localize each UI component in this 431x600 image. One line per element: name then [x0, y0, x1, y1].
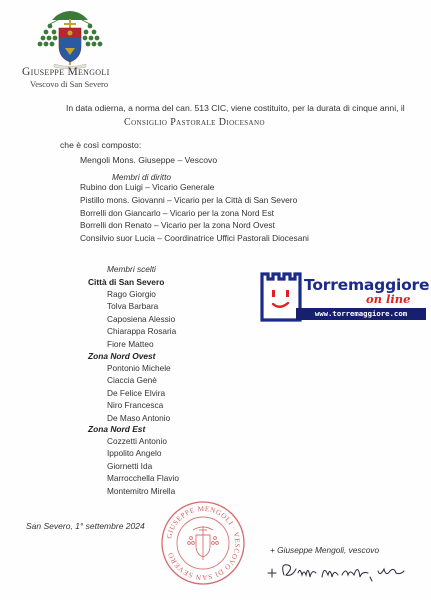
group-title-nord-ovest: Zona Nord Ovest [88, 351, 156, 361]
tassels-right [83, 24, 103, 47]
tassels-left [38, 24, 58, 47]
group-title-nord-est: Zona Nord Est [88, 424, 146, 434]
president-line: Mengoli Mons. Giuseppe – Vescovo [80, 155, 218, 165]
handwritten-signature [262, 555, 412, 587]
list-item: Cozzetti Antonio [107, 436, 167, 446]
list-item: Pontonio Michele [107, 363, 171, 373]
list-item: Giornetti Ida [107, 460, 153, 471]
logo-brand: Torremaggiore [304, 276, 430, 294]
list-item: Chiarappa Rosaria [107, 326, 177, 337]
decree-intro: In data odierna, a norma del can. 513 CIC, viene costituito, per la durata di cinque anni, il [66, 103, 405, 113]
group-names-san-severo [107, 288, 176, 350]
episcopal-seal [160, 500, 246, 586]
logo-tagline: on line [366, 292, 411, 306]
chosen-members-heading: Membri scelti [107, 264, 156, 274]
list-item: Rago Giorgio [107, 289, 156, 299]
bishop-see: Vescovo di San Severo [30, 79, 109, 89]
council-name: Consiglio Pastorale Diocesano [124, 117, 265, 128]
logo-url[interactable]: www.torremaggiore.com [296, 308, 426, 320]
list-item: Borrelli don Giancarlo – Vicario per la zona Nord Est [80, 207, 274, 218]
list-item: Rubino don Luigi – Vicario Generale [80, 182, 215, 192]
list-item: Consilvio suor Lucia – Coordinatrice Uffici Pastorali Diocesani [80, 233, 309, 244]
group-names-nord-ovest [107, 362, 171, 424]
group-title-san-severo: Città di San Severo [88, 277, 165, 287]
group-names-nord-est [107, 435, 179, 497]
list-item: Ciaccia Genè [107, 375, 157, 386]
episcopal-coat-of-arms [36, 8, 104, 70]
list-item: De Felice Elvira [107, 387, 166, 398]
members-by-right-list [80, 181, 309, 245]
list-item: Marrocchella Flavio [107, 473, 179, 484]
bishop-name: Giuseppe Mengoli [22, 66, 110, 78]
composed-label: che è così composto: [60, 140, 142, 150]
list-item: Ippolito Angelo [107, 448, 162, 459]
signer-name: + Giuseppe Mengoli, vescovo [270, 545, 380, 555]
members-by-right-heading: Membri di diritto [112, 172, 172, 182]
list-item: Niro Francesca [107, 400, 164, 411]
list-item: Borrelli don Renato – Vicario per la zona Nord Ovest [80, 220, 275, 231]
list-item: Fiore Matteo [107, 338, 154, 349]
seal-text: GIUSEPPE MENGOLI · VESCOVO DI SAN SEVERO [165, 504, 242, 582]
list-item: Tolva Barbara [107, 301, 159, 312]
torremaggiore-logo[interactable] [260, 270, 428, 326]
galero-hat [52, 11, 88, 20]
list-item: Pistillo mons. Giovanni – Vicario per la Città di San Severo [80, 194, 298, 205]
list-item: De Maso Antonio [107, 412, 171, 423]
list-item: Caposiena Alessio [107, 313, 176, 324]
place-date: San Severo, 1° settembre 2024 [26, 521, 145, 531]
list-item: Montemitro Mirella [107, 485, 176, 496]
